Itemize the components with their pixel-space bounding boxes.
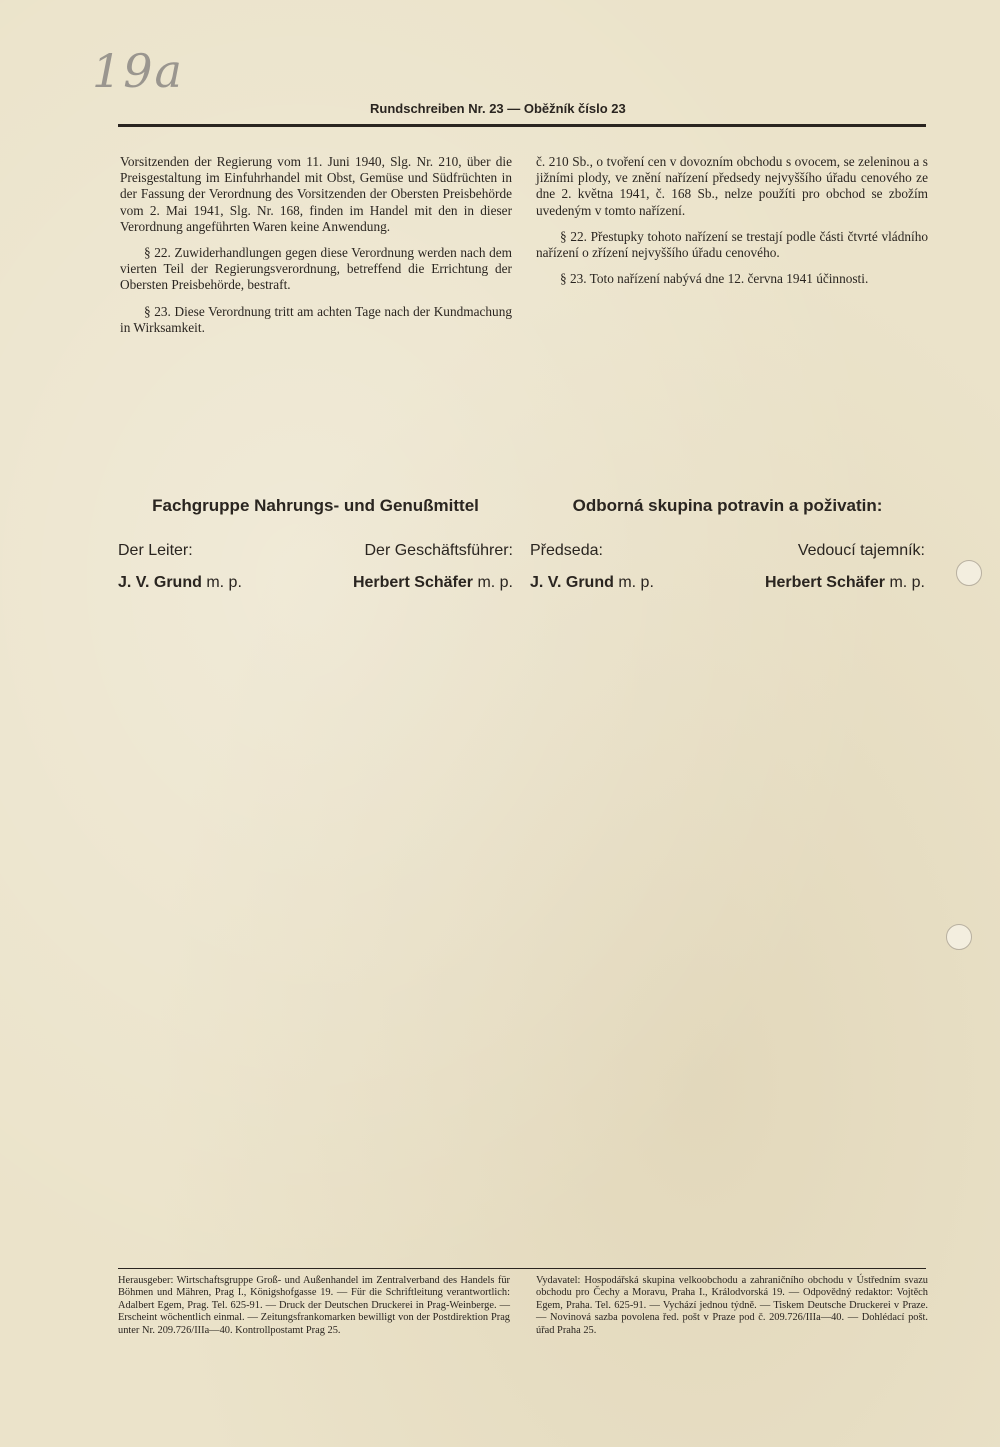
czech-role-secretary: Vedoucí tajemník:: [797, 542, 925, 559]
german-paragraph: Vorsitzenden der Regierung vom 11. Juni 1940, Slg. Nr. 210, über die Preisgestaltung im Einfuhrhandel mit Obst, Gemüse und Südfrüchten in der Fassung der Verordnung des Vorsitzenden der Obersten Preisbehörde vom 2. Mai 1941, Slg. Nr. 168, finden im Handel mit den in dieser Verordnung angeführten Waren keine Anwendung.: [120, 154, 512, 234]
german-signature-block: [118, 496, 513, 592]
german-imprint: Herausgeber: Wirtschaftsgruppe Groß- und Außenhandel im Zentralverband des Handels für Böhmen und Mähren, Prag I., Königshofgasse 19. — Für die Schriftleitung verantwortlich: Adalbert Egem, Prag. Tel. 625-91. — Druck der Deutschen Druckerei in Prag-Weinberge. — Erscheint wöchentlich einmal. — Zeitungsfrankomarken bewilligt von der Postdirektion Prag unter Nr. 209.726/IIIa—40. Kontrollpostamt Prag 25.: [118, 1275, 510, 1336]
german-signature-names: [118, 574, 513, 592]
czech-paragraph-22: § 22. Přestupky tohoto nařízení se trestají podle části čtvrté vládního nařízení o zřízení nejvyššího úřadu cenového.: [536, 228, 928, 261]
header-rule: [118, 124, 926, 127]
footer-rule: [118, 1268, 926, 1269]
czech-text-column: [536, 154, 928, 297]
czech-role-chairman: Předseda:: [530, 542, 603, 559]
punch-hole: [956, 560, 982, 586]
czech-paragraph: č. 210 Sb., o tvoření cen v dovozním obchodu s ovocem, se zeleninou a s jižními plody, ve znění nařízení předsedy nejvyššího úřadu cenového ze dne 2. května 1941, č. 168 Sb., nelze použíti pro obchod se zbožím uvedeným v tomto nařízení.: [536, 154, 928, 218]
czech-paragraph-23: § 23. Toto nařízení nabývá dne 12. června 1941 účinnosti.: [560, 271, 869, 287]
czech-signatory-1: J. V. Grund m. p.: [530, 574, 654, 591]
czech-signature-roles: [530, 542, 925, 560]
german-paragraph-22: § 22. Zuwiderhandlungen gegen diese Verordnung werden nach dem vierten Teil der Regierungsverordnung, betreffend die Errichtung der Obersten Preisbehörde, bestraft.: [120, 245, 512, 293]
german-signature-heading: Fachgruppe Nahrungs- und Genußmittel: [152, 496, 479, 515]
german-signatory-1: J. V. Grund m. p.: [118, 574, 242, 591]
german-signature-roles: [118, 542, 513, 560]
german-signatory-2: Herbert Schäfer m. p.: [352, 574, 513, 591]
running-head: Rundschreiben Nr. 23 — Oběžník číslo 23: [370, 101, 626, 116]
german-text-column: [120, 154, 512, 346]
czech-imprint: Vydavatel: Hospodářská skupina velkoobchodu a zahraničního obchodu v Ústředním svazu obchodu pro Čechy a Moravu, Praha I., Králodvorská 19. — Odpovědný redaktor: Vojtěch Egem, Praha. Tel. 625-91. — Vychází jednou týdně. — Tiskem Deutsche Druckerei v Praze. — Novinová sazba povolena řed. pošt v Praze pod č. 209.726/IIIa—40. — Dohlédací pošt. úřad Praha 25.: [536, 1275, 928, 1336]
german-paragraph-23: § 23. Diese Verordnung tritt am achten Tage nach der Kundmachung in Wirksamkeit.: [120, 303, 512, 335]
czech-signature-names: [530, 574, 925, 592]
handwritten-page-number: 19a: [92, 44, 184, 98]
czech-signature-heading: Odborná skupina potravin a poživatin:: [572, 496, 883, 515]
czech-signatory-2: Herbert Schäfer m. p.: [764, 574, 925, 591]
german-role-leader: Der Leiter:: [118, 542, 193, 559]
german-role-manager: Der Geschäftsführer:: [364, 542, 513, 559]
punch-hole: [946, 924, 972, 950]
czech-signature-block: [530, 496, 925, 592]
